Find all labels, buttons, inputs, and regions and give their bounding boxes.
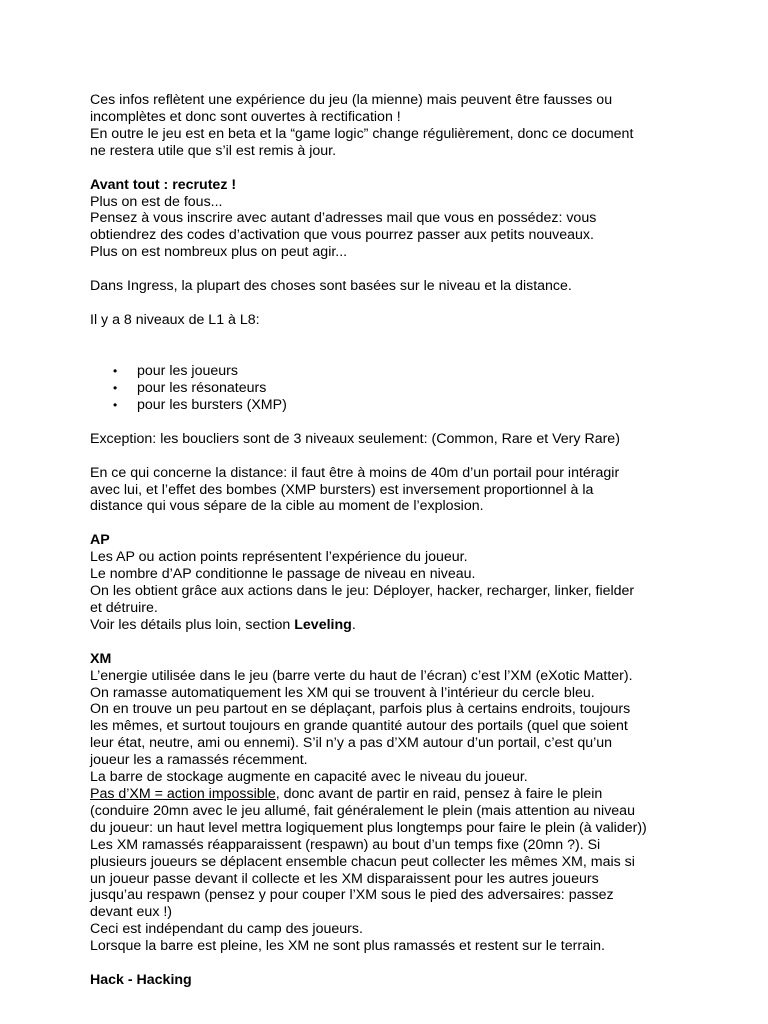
section-heading-recruit: Avant tout : recrutez !	[90, 176, 237, 193]
text-line: En ce qui concerne la distance: il faut être à moins de 40m d’un portail pour intéragir	[90, 464, 620, 481]
section-heading-xm: XM	[90, 650, 112, 667]
text-line: Lorsque la barre est pleine, les XM ne sont plus ramassés et restent sur le terrain.	[90, 938, 605, 955]
distance-paragraph	[90, 465, 690, 516]
text-line: devant eux !)	[90, 904, 173, 921]
text-line: Pensez à vous inscrire avec autant d’adresses mail que vous en possédez: vous	[90, 210, 597, 227]
text-line: un joueur passe devant il collecte et les XM disparaissent pour les autres joueurs	[90, 870, 599, 887]
text-line: du joueur: un haut level mettra logiquement plus longtemps pour faire le plein (à valider))	[90, 819, 647, 836]
list-item	[90, 363, 690, 380]
text-line	[90, 786, 690, 803]
bullet-icon: •	[113, 397, 118, 412]
text-line: et détruire.	[90, 599, 158, 616]
text-line: avec lui, et l’effet des bombes (XMP bursters) est inversement proportionnel à la	[90, 481, 594, 498]
text-line: leur état, neutre, ami ou ennemi). S’il n’y a pas d’XM autour d’un portail, c’est qu’un	[90, 735, 613, 752]
ingress-line: Dans Ingress, la plupart des choses sont basées sur le niveau et la distance.	[90, 278, 572, 295]
recruit-section	[90, 177, 690, 262]
text-line: Plus on est de fous...	[90, 193, 223, 210]
list-item-text: pour les bursters (XMP)	[137, 396, 287, 413]
text-line: Plus on est nombreux plus on peut agir...	[90, 244, 348, 261]
list-item	[90, 397, 690, 414]
section-heading-ap: AP	[90, 532, 110, 549]
text-line: ne restera utile que s’il est remis à jour.	[90, 142, 337, 159]
text-line: les mêmes, et surtout toujours en grande quantité autour des portails (quel que soient	[90, 718, 628, 735]
bullet-icon: •	[113, 363, 118, 378]
text-line: Ces infos reflètent une expérience du jeu (la mienne) mais peuvent être fausses ou	[90, 92, 613, 108]
text-line: Le nombre d’AP conditionne le passage de niveau en niveau.	[90, 566, 476, 583]
text-line: joueur les a ramassés récemment.	[90, 752, 308, 769]
text-line: Ceci est indépendant du camp des joueurs.	[90, 921, 363, 938]
text-line	[90, 617, 690, 634]
xm-warning-rest: , donc avant de partir en raid, pensez à faire le plein	[275, 786, 603, 802]
levels-list	[90, 363, 690, 414]
text-line: distance qui vous sépare de la cible au moment de l’explosion.	[90, 498, 484, 515]
ap-section	[90, 532, 690, 633]
exception-line: Exception: les boucliers sont de 3 niveaux seulement: (Common, Rare et Very Rare)	[90, 430, 620, 447]
text-line: On en trouve un peu partout en se déplaçant, parfois plus à certains endroits, toujours	[90, 701, 631, 718]
text-line: L’energie utilisée dans le jeu (barre verte du haut de l’écran) c’est l’XM (eXotic Matter).	[90, 667, 633, 684]
text-line: plusieurs joueurs se déplacent ensemble chacun peut collecter les mêmes XM, mais si	[90, 853, 635, 870]
levels-line: Il y a 8 niveaux de L1 à L8:	[90, 312, 260, 329]
text-line: Les XM ramassés réapparaissent (respawn) au bout d’un temps fixe (20mn ?). Si	[90, 836, 601, 853]
text-line: jusqu’au respawn (pensez y pour couper l’XM sous le pied des adversaires: passez	[90, 887, 614, 904]
list-item	[90, 380, 690, 397]
text-line: incomplètes et donc sont ouvertes à rectification !	[90, 108, 401, 125]
list-item-text: pour les joueurs	[137, 362, 238, 379]
text-line: (conduire 20mn avec le jeu allumé, fait généralement le plein (mais attention au niveau	[90, 802, 635, 819]
xm-section	[90, 651, 690, 955]
text-line: On les obtient grâce aux actions dans le jeu: Déployer, hacker, recharger, linker, fielder	[90, 583, 635, 600]
list-item-text: pour les résonateurs	[137, 379, 267, 396]
bullet-icon: •	[113, 380, 118, 395]
xm-warning-underlined: Pas d’XM = action impossible	[90, 786, 276, 802]
section-heading-hack: Hack - Hacking	[90, 972, 192, 989]
document-page	[90, 92, 690, 989]
text-line: obtiendrez des codes d’activation que vous pourrez passer aux petits nouveaux.	[90, 227, 594, 244]
intro-paragraph	[90, 92, 690, 160]
leveling-reference: Leveling	[294, 616, 352, 633]
details-prefix: Voir les détails plus loin, section	[90, 616, 295, 633]
text-line: En outre le jeu est en beta et la “game logic” change régulièrement, donc ce document	[90, 125, 634, 142]
text-line: Les AP ou action points représentent l’expérience du joueur.	[90, 549, 468, 566]
details-suffix: .	[351, 616, 356, 633]
text-line: La barre de stockage augmente en capacité avec le niveau du joueur.	[90, 769, 528, 786]
text-line: On ramasse automatiquement les XM qui se trouvent à l’intérieur du cercle bleu.	[90, 684, 595, 701]
